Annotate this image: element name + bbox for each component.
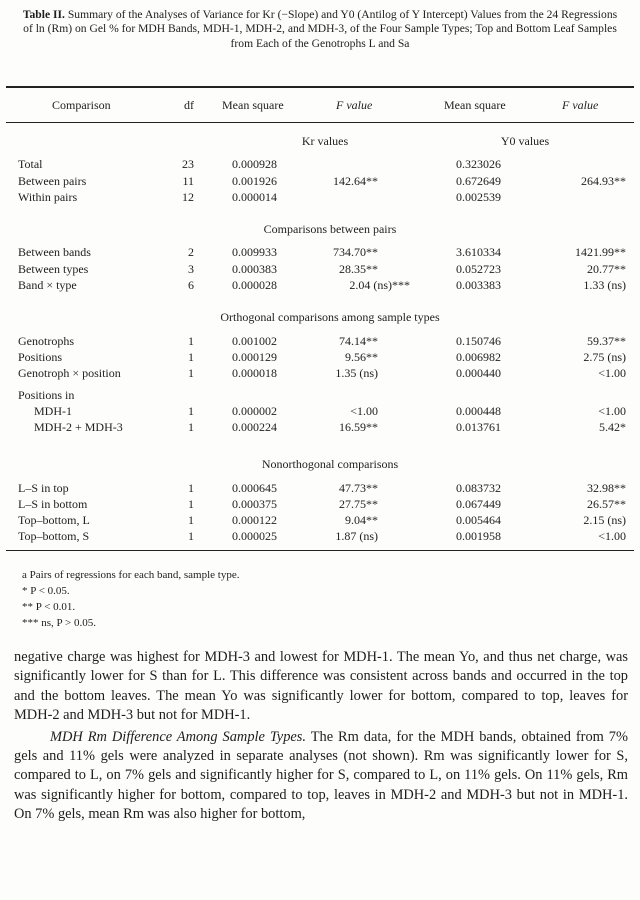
row-y0-f-value: 26.57** bbox=[587, 497, 626, 511]
subhead-y0-values: Y0 values bbox=[500, 134, 550, 148]
table-caption bbox=[18, 8, 622, 51]
footnote-c: ** P < 0.01. bbox=[22, 601, 76, 613]
row-y0-f-value: 1421.99** bbox=[575, 245, 626, 259]
header-mean-square-2: Mean square bbox=[444, 98, 506, 112]
row-df: 23 bbox=[182, 157, 194, 171]
row-y0-mean-square: 0.005464 bbox=[456, 513, 501, 527]
row-y0-mean-square: 0.052723 bbox=[456, 262, 501, 276]
row-df: 3 bbox=[188, 262, 194, 276]
header-f-value-1: F value bbox=[336, 98, 373, 112]
row-y0-f-value: 5.42* bbox=[599, 420, 626, 434]
header-df: df bbox=[184, 98, 194, 112]
row-kr-mean-square: 0.000014 bbox=[232, 190, 277, 204]
row-label: Top–bottom, S bbox=[18, 529, 90, 543]
row-kr-f-value: 9.04** bbox=[345, 513, 378, 527]
row-kr-mean-square: 0.001002 bbox=[232, 334, 277, 348]
row-label: Positions bbox=[18, 350, 63, 364]
row-label: Within pairs bbox=[18, 190, 78, 204]
row-label: MDH-2 + MDH-3 bbox=[34, 420, 123, 434]
paragraph-2-heading: MDH Rm Difference Among Sample Types. bbox=[50, 728, 306, 745]
row-y0-mean-square: 0.013761 bbox=[456, 420, 501, 434]
row-y0-f-value: 59.37** bbox=[587, 334, 626, 348]
row-y0-f-value: 20.77** bbox=[587, 262, 626, 276]
row-kr-f-value: 28.35** bbox=[339, 262, 378, 276]
row-label: Genotroph × position bbox=[18, 366, 121, 380]
row-kr-f-value: 2.04 (ns)*** bbox=[349, 278, 410, 292]
row-df: 1 bbox=[188, 497, 194, 511]
subhead-kr-values: Kr values bbox=[301, 134, 349, 148]
table-top-rule bbox=[6, 86, 634, 88]
row-label: Total bbox=[18, 157, 43, 171]
row-kr-f-value: 16.59** bbox=[339, 420, 378, 434]
row-y0-mean-square: 0.067449 bbox=[456, 497, 501, 511]
row-y0-mean-square: 0.150746 bbox=[456, 334, 501, 348]
row-y0-f-value: 32.98** bbox=[587, 481, 626, 495]
row-label: Between types bbox=[18, 262, 89, 276]
row-label: Between pairs bbox=[18, 174, 87, 188]
row-kr-mean-square: 0.000383 bbox=[232, 262, 277, 276]
row-y0-mean-square: 3.610334 bbox=[456, 245, 501, 259]
body-text bbox=[14, 648, 628, 825]
row-df: 11 bbox=[182, 174, 194, 188]
row-y0-mean-square: 0.002539 bbox=[456, 190, 501, 204]
section-nonorthogonal-comparisons: Nonorthogonal comparisons bbox=[261, 457, 399, 471]
row-y0-f-value: 2.15 (ns) bbox=[583, 513, 626, 527]
paragraph-2 bbox=[14, 728, 628, 825]
footnote-a: a Pairs of regressions for each band, sample type. bbox=[22, 569, 240, 581]
row-df: 1 bbox=[188, 529, 194, 543]
row-y0-f-value: 2.75 (ns) bbox=[583, 350, 626, 364]
row-kr-f-value: 1.87 (ns) bbox=[335, 529, 378, 543]
header-rule bbox=[6, 122, 634, 123]
row-y0-mean-square: 0.006982 bbox=[456, 350, 501, 364]
table-label: Table II. bbox=[22, 8, 65, 21]
paragraph-2-text: The Rm data, for the MDH bands, obtained from 7% gels and 11% gels were analyzed in separate analyses (not shown). Rm was significantly lower for S, compared to L, on 7% gels and significantly higher for S, compared to L, on 11% gels. On 11% gels, Rm was significantly higher for bottom, compared to top, leaves in MDH-2 and MDH-3 but not in MDH-1. On 7% gels, mean Rm was also higher for bottom, bbox=[14, 728, 628, 823]
row-kr-f-value: <1.00 bbox=[350, 404, 378, 418]
row-y0-f-value: <1.00 bbox=[598, 529, 626, 543]
row-label: Band × type bbox=[18, 278, 77, 292]
table-caption-text: Summary of the Analyses of Variance for Kr (−Slope) and Y0 (Antilog of Y Intercept) Values from the 24 Regressions of ln (Rm) on Gel % for MDH Bands, MDH-1, MDH-2, and MDH-3, of the Four Sample Types; Top and Bottom Leaf Samples from Each of the Genotrophs L and Sa bbox=[23, 8, 618, 50]
row-kr-mean-square: 0.000018 bbox=[232, 366, 277, 380]
row-kr-f-value: 74.14** bbox=[339, 334, 378, 348]
footnote-b: * P < 0.05. bbox=[22, 585, 70, 597]
row-kr-mean-square: 0.000122 bbox=[232, 513, 277, 527]
row-label: Genotrophs bbox=[18, 334, 74, 348]
row-y0-mean-square: 0.323026 bbox=[456, 157, 501, 171]
row-kr-f-value: 9.56** bbox=[345, 350, 378, 364]
row-y0-mean-square: 0.672649 bbox=[456, 174, 501, 188]
row-kr-mean-square: 0.000002 bbox=[232, 404, 277, 418]
row-kr-mean-square: 0.000129 bbox=[232, 350, 277, 364]
header-f-value-2: F value bbox=[562, 98, 599, 112]
row-label: MDH-1 bbox=[34, 404, 72, 418]
row-y0-mean-square: 0.000448 bbox=[456, 404, 501, 418]
row-df: 2 bbox=[188, 245, 194, 259]
row-label: L–S in bottom bbox=[18, 497, 88, 511]
section-orthogonal-comparisons: Orthogonal comparisons among sample types bbox=[220, 310, 440, 324]
row-kr-mean-square: 0.000375 bbox=[232, 497, 277, 511]
footnote-d: *** ns, P > 0.05. bbox=[22, 617, 96, 629]
row-kr-mean-square: 0.000028 bbox=[232, 278, 277, 292]
row-y0-f-value: <1.00 bbox=[598, 366, 626, 380]
row-kr-f-value: 734.70** bbox=[333, 245, 378, 259]
row-label: L–S in top bbox=[18, 481, 69, 495]
header-comparison: Comparison bbox=[52, 98, 111, 112]
row-kr-mean-square: 0.009933 bbox=[232, 245, 277, 259]
row-kr-mean-square: 0.000928 bbox=[232, 157, 277, 171]
row-kr-f-value: 1.35 (ns) bbox=[335, 366, 378, 380]
row-df: 1 bbox=[188, 366, 194, 380]
row-df: 12 bbox=[182, 190, 194, 204]
row-df: 1 bbox=[188, 513, 194, 527]
row-df: 6 bbox=[188, 278, 194, 292]
row-label: Positions in bbox=[18, 388, 75, 402]
row-kr-f-value: 47.73** bbox=[339, 481, 378, 495]
row-label: Top–bottom, L bbox=[18, 513, 90, 527]
paragraph-1: negative charge was highest for MDH-3 and lowest for MDH-1. The mean Yo, and thus net charge, was significantly lower for S than for L. This difference was consistent across bands and occurred in the top and the bottom leaves. The mean Yo was significantly lower for bottom, compared to top, leaves for MDH-2 and MDH-3 but not for MDH-1. bbox=[14, 649, 628, 724]
row-kr-mean-square: 0.000224 bbox=[232, 420, 277, 434]
row-kr-f-value: 142.64** bbox=[333, 174, 378, 188]
row-df: 1 bbox=[188, 350, 194, 364]
row-kr-mean-square: 0.000645 bbox=[232, 481, 277, 495]
row-label: Between bands bbox=[18, 245, 91, 259]
row-kr-mean-square: 0.000025 bbox=[232, 529, 277, 543]
row-y0-f-value: 1.33 (ns) bbox=[583, 278, 626, 292]
section-comparisons-between-pairs: Comparisons between pairs bbox=[263, 222, 397, 236]
row-df: 1 bbox=[188, 404, 194, 418]
row-kr-f-value: 27.75** bbox=[339, 497, 378, 511]
row-y0-f-value: <1.00 bbox=[598, 404, 626, 418]
row-y0-mean-square: 0.003383 bbox=[456, 278, 501, 292]
header-mean-square-1: Mean square bbox=[222, 98, 284, 112]
row-df: 1 bbox=[188, 481, 194, 495]
row-df: 1 bbox=[188, 334, 194, 348]
row-y0-f-value: 264.93** bbox=[581, 174, 626, 188]
row-y0-mean-square: 0.000440 bbox=[456, 366, 501, 380]
row-y0-mean-square: 0.001958 bbox=[456, 529, 501, 543]
row-y0-mean-square: 0.083732 bbox=[456, 481, 501, 495]
row-kr-mean-square: 0.001926 bbox=[232, 174, 277, 188]
row-df: 1 bbox=[188, 420, 194, 434]
table-bottom-rule bbox=[6, 550, 634, 551]
